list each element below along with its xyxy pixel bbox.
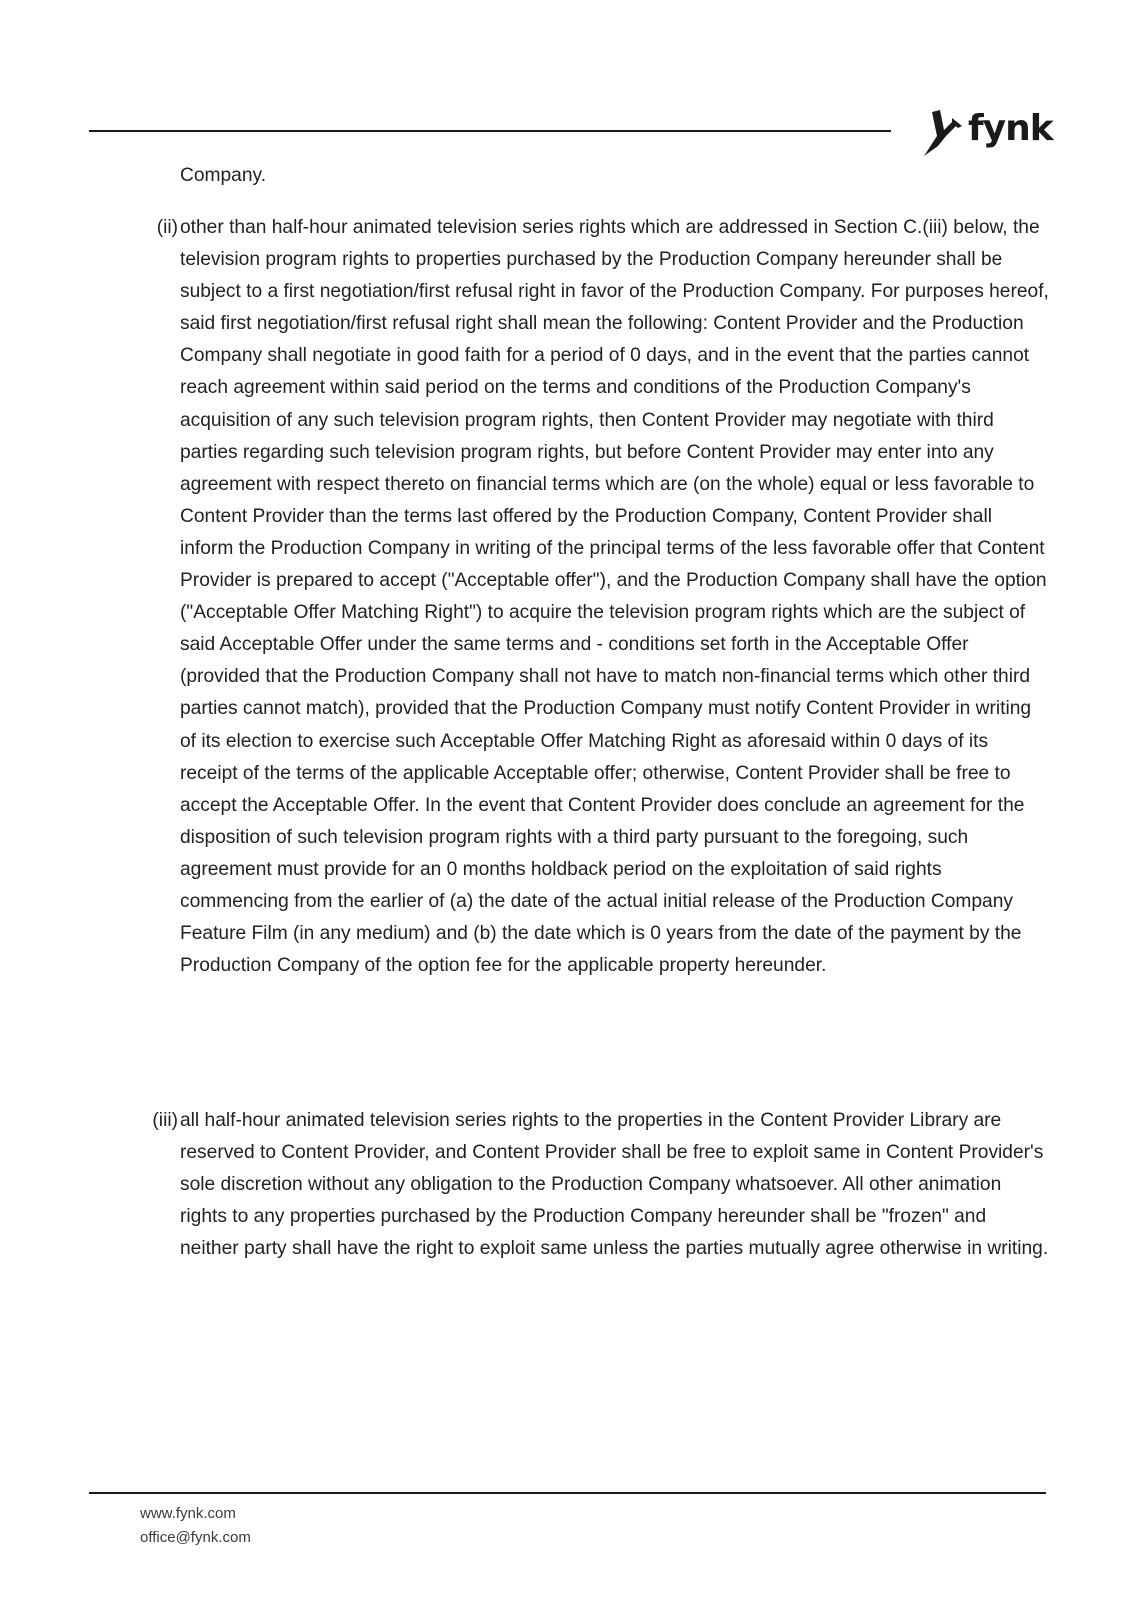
clause-iii	[152, 1105, 1050, 1265]
footer-divider	[89, 1492, 1046, 1494]
clause-text: all half-hour animated television series rights to the properties in the Content Provider Library are reserved to Content Provider, and Content Provider shall be free to exploit same in Content Provider's sole discretion without any obligation to the Production Company whatsoever. All other animation rights to any properties purchased by the Production Company hereunder shall be "frozen" and neither party shall have the right to exploit same unless the parties mutually agree otherwise in writing.	[180, 1110, 1049, 1260]
brand-name: fynk	[968, 108, 1053, 149]
footer-email: office@fynk.com	[140, 1529, 251, 1546]
continuation-text: Company.	[180, 165, 267, 186]
clause-marker: (ii)	[156, 217, 178, 238]
footer-website: www.fynk.com	[140, 1505, 236, 1522]
header-divider	[89, 130, 891, 132]
clause-text: other than half-hour animated television series rights which are addressed in Section C.(iii) below, the television program rights to properties purchased by the Production Company hereunder shall be subject to a first negotiation/first refusal right in favor of the Production Company. For purposes hereof, said first negotiation/first refusal right shall mean the following: Content Provider and the Production Company shall negotiate in good faith for a period of 0 days, and in the event that the parties cannot reach agreement within said period on the terms and conditions of the Production Company's acquisition of any such television program rights, then Content Provider may negotiate with third parties regarding such television program rights, but before Content Provider may enter into any agreement with respect thereto on financial terms which are (on the whole) equal or less favorable to Content Provider than the terms last offered by the Production Company, Content Provider shall inform the Production Company in writing of the principal terms of the less favorable offer that Content Provider is prepared to accept ("Acceptable offer"), and the Production Company shall have the option ("Acceptable Offer Matching Right") to acquire the television program rights which are the subject of said Acceptable Offer under the same terms and - conditions set forth in the Acceptable Offer (provided that the Production Company shall not have to match non-financial terms which other third parties cannot match), provided that the Production Company must notify Content Provider in writing of its election to exercise such Acceptable Offer Matching Right as aforesaid within 0 days of its receipt of the terms of the applicable Acceptable offer; otherwise, Content Provider shall be free to accept the Acceptable Offer. In the event that Content Provider does conclude an agreement for the disposition of such television program rights with a third party pursuant to the foregoing, such agreement must provide for an 0 months holdback period on the exploitation of said rights commencing from the earlier of (a) the date of the actual initial release of the Production Company Feature Film (in any medium) and (b) the date which is 0 years from the date of the payment by the Production Company of the option fee for the applicable property hereunder.	[180, 217, 1049, 977]
clause-ii	[156, 212, 1050, 982]
clause-marker: (iii)	[152, 1110, 178, 1131]
brand-logo	[922, 104, 1053, 160]
footer	[140, 1502, 251, 1550]
fynk-bird-icon	[922, 106, 964, 158]
